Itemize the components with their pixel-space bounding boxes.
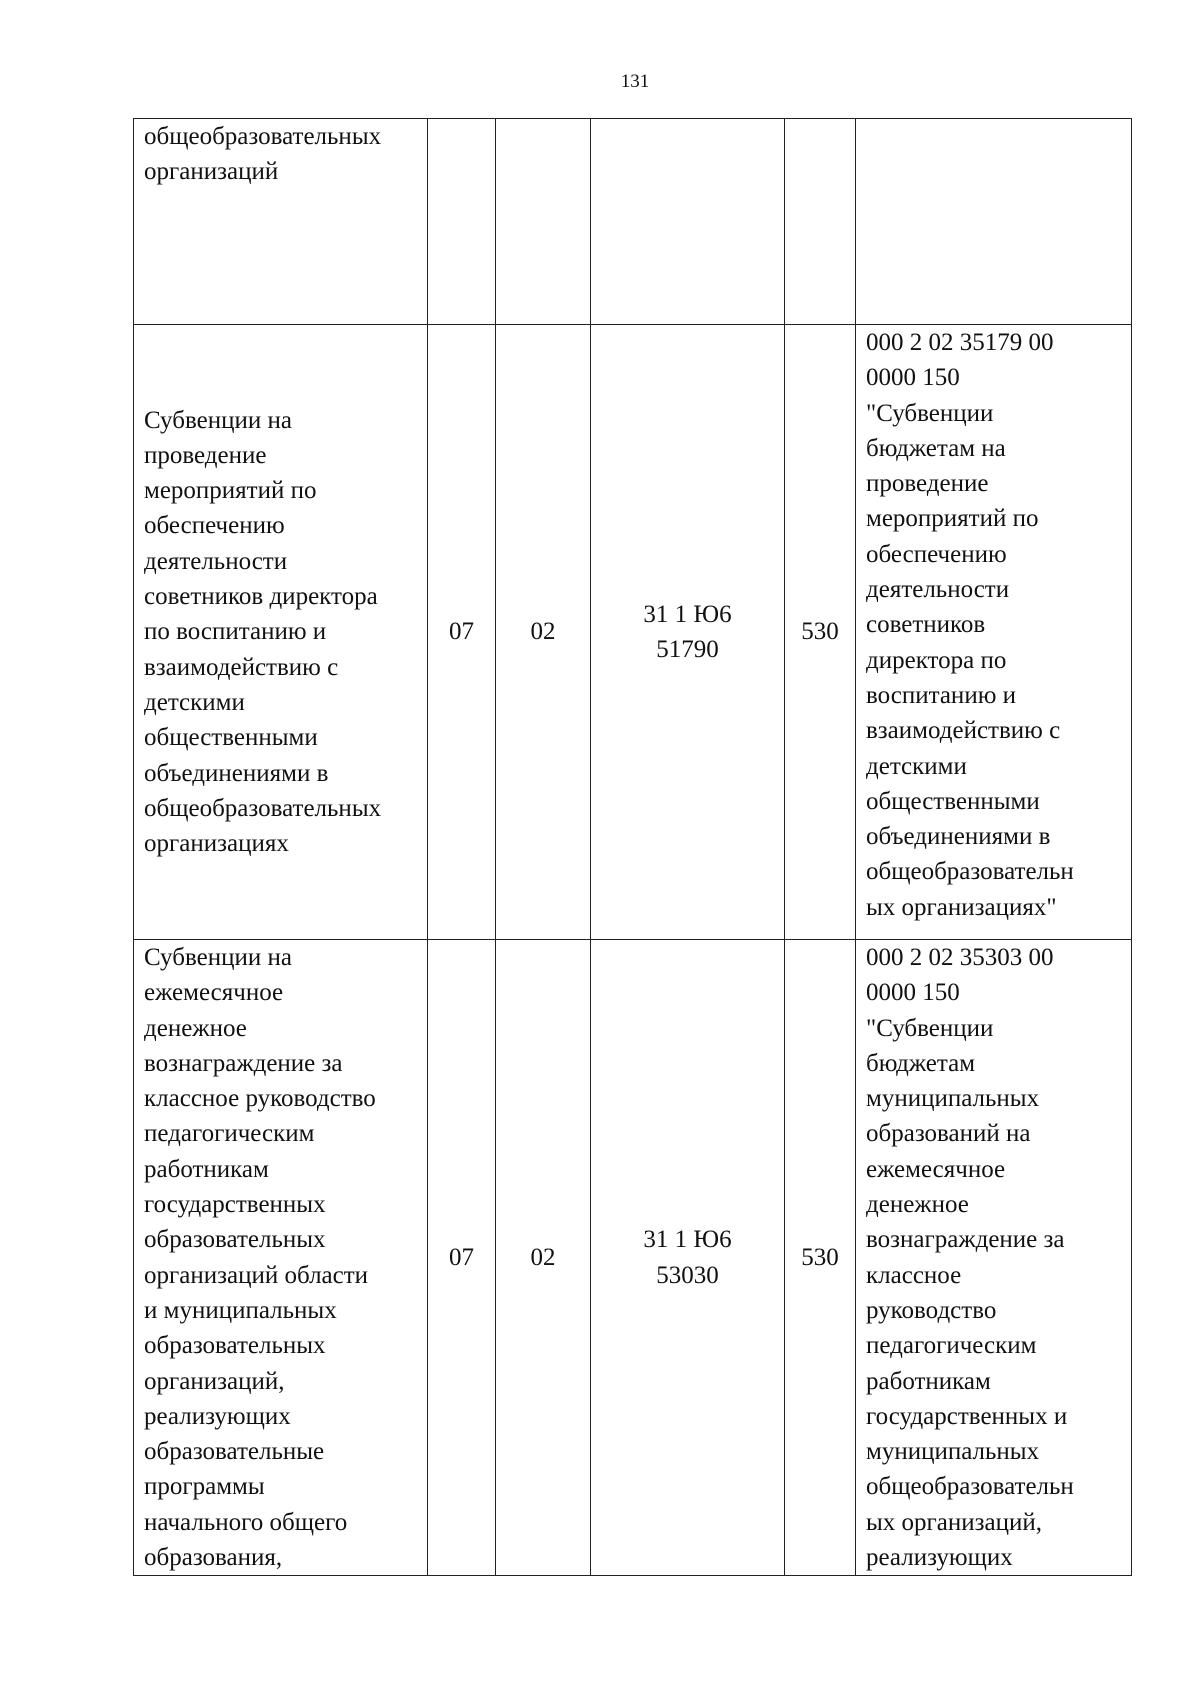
row-description: общеобразовательных организаций (134, 119, 428, 325)
row-subsection-code (496, 119, 591, 325)
row-section-code: 07 (428, 940, 496, 1576)
row-revenue-note: 000 2 02 35303 00 0000 150 "Субвенции бюджетам муниципальных образований на ежемесячное денежное вознаграждение за классное руководство педагогическим работникам государственных и муниципальных общеобразовательн ых организаций, реализующих (856, 940, 1132, 1576)
table-row (134, 940, 1132, 1576)
row-revenue-note: 000 2 02 35179 00 0000 150 "Субвенции бюджетам на проведение мероприятий по обеспечению деятельности советников директора по воспитанию и взаимодействию с детскими общественными объединениями в общеобразовательн ых организациях" (856, 325, 1132, 940)
budget-table (133, 118, 1132, 1576)
row-section-code: 07 (428, 325, 496, 940)
row-expense-type-code: 530 (785, 940, 856, 1576)
table-row (134, 119, 1132, 325)
page-number: 131 (620, 71, 650, 92)
row-description: Субвенции на проведение мероприятий по обеспечению деятельности советников директора по воспитанию и взаимодействию с детскими общественными объединениями в общеобразовательных организациях (134, 325, 428, 940)
table-row (134, 325, 1132, 940)
row-subsection-code: 02 (496, 325, 591, 940)
row-section-code (428, 119, 496, 325)
row-target-code: 31 1 Ю6 53030 (591, 940, 785, 1576)
row-target-code (591, 119, 785, 325)
row-target-code: 31 1 Ю6 51790 (591, 325, 785, 940)
row-subsection-code: 02 (496, 940, 591, 1576)
row-expense-type-code: 530 (785, 325, 856, 940)
row-revenue-note (856, 119, 1132, 325)
row-expense-type-code (785, 119, 856, 325)
row-description: Субвенции на ежемесячное денежное вознаграждение за классное руководство педагогическим работникам государственных образовательных организаций области и муниципальных образовательных организаций, реализующих образовательные программы начального общего образования, (134, 940, 428, 1576)
